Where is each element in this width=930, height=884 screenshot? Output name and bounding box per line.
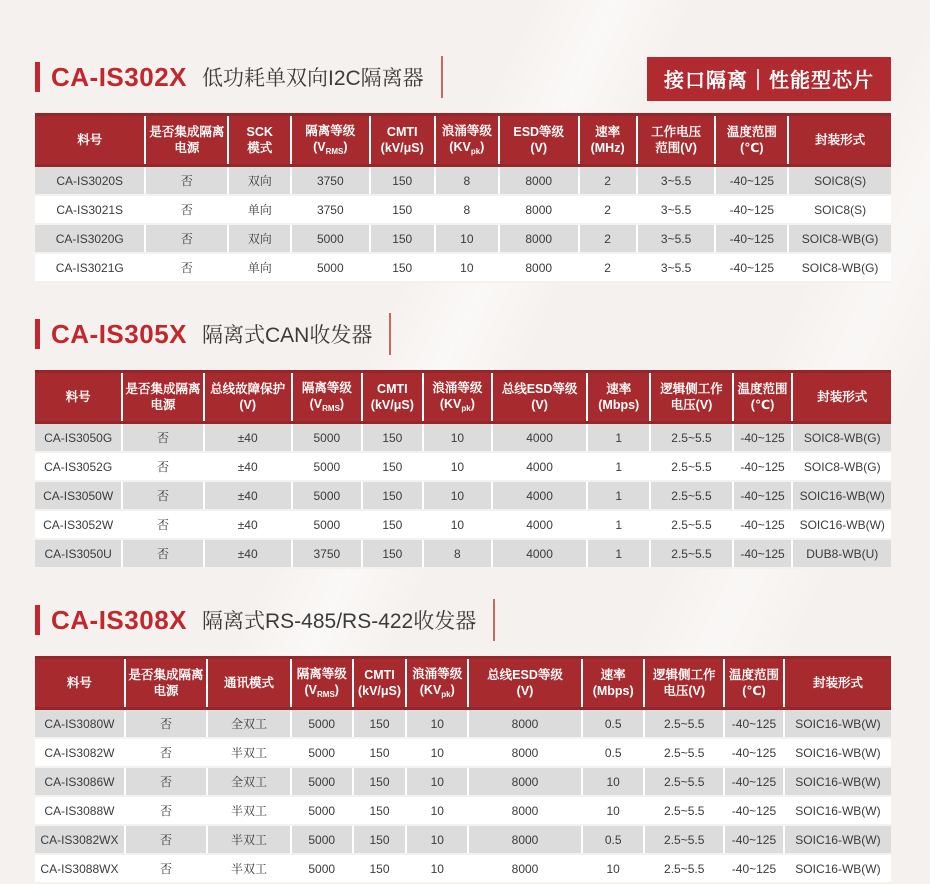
table-cell: -40~125 (715, 166, 788, 196)
section-divider (389, 313, 391, 355)
table-cell: 150 (370, 166, 435, 196)
table-cell: 2 (579, 253, 637, 282)
table-cell: 10 (406, 825, 468, 854)
table-cell: 10 (423, 452, 492, 481)
column-header: 是否集成隔离 电源 (122, 372, 203, 423)
column-header: 浪涌等级 $(KV_{pk})$ (423, 372, 492, 423)
table-cell: 8000 (468, 796, 582, 825)
column-header: 速率 (Mbps) (587, 372, 650, 423)
section-header (35, 312, 891, 356)
table-cell: 单向 (228, 195, 290, 224)
table-cell: 否 (125, 854, 207, 883)
table-cell: DUB8-WB(U) (792, 539, 891, 568)
table-cell: 8 (435, 166, 499, 196)
table-cell: 10 (423, 510, 492, 539)
table-cell: 5000 (291, 767, 353, 796)
table-cell: -40~125 (724, 825, 784, 854)
table-cell: 单向 (228, 253, 290, 282)
table-cell: SOIC8-WB(G) (788, 253, 891, 282)
table-cell: 8000 (468, 709, 582, 739)
table-cell: 10 (582, 796, 644, 825)
table-cell: 1 (587, 510, 650, 539)
table-cell: 2.5~5.5 (650, 539, 732, 568)
table-cell: 2.5~5.5 (650, 452, 732, 481)
table-cell: 4000 (492, 510, 587, 539)
table-cell: -40~125 (733, 423, 793, 453)
section-header (35, 598, 891, 642)
table-header-row (35, 372, 891, 423)
spec-table-305x (35, 370, 891, 569)
column-header: 逻辑侧工作 电压(V) (644, 658, 724, 709)
table-cell: 否 (125, 738, 207, 767)
table-cell: 150 (370, 224, 435, 253)
table-cell: 全双工 (207, 709, 291, 739)
table-cell: 否 (122, 423, 203, 453)
column-header: 是否集成隔离 电源 (145, 115, 228, 166)
table-cell: 10 (406, 854, 468, 883)
table-cell: ±40 (204, 481, 292, 510)
spec-table-302x (35, 113, 891, 283)
table-row (35, 166, 891, 196)
column-header: 工作电压 范围(V) (637, 115, 716, 166)
table-cell: 2.5~5.5 (644, 767, 724, 796)
table-cell: 10 (406, 796, 468, 825)
section-code: CA-IS305X (51, 318, 187, 349)
table-cell: 否 (145, 166, 228, 196)
table-cell: CA-IS3052G (35, 452, 122, 481)
table-cell: 150 (362, 539, 423, 568)
table-cell: 150 (362, 481, 423, 510)
section-code: CA-IS308X (51, 604, 187, 635)
table-row (35, 423, 891, 453)
table-cell: 否 (122, 481, 203, 510)
table-cell: SOIC16-WB(W) (784, 767, 891, 796)
table-cell: SOIC8(S) (788, 195, 891, 224)
table-cell: 10 (406, 709, 468, 739)
column-header: 是否集成隔离 电源 (125, 658, 207, 709)
table-cell: 8 (435, 195, 499, 224)
table-cell: 否 (125, 709, 207, 739)
table-cell: 5000 (292, 452, 362, 481)
table-cell: 1 (587, 539, 650, 568)
table-cell: 3750 (291, 195, 370, 224)
table-cell: 150 (362, 423, 423, 453)
table-cell: 半双工 (207, 796, 291, 825)
table-cell: 4000 (492, 423, 587, 453)
table-cell: 8 (423, 539, 492, 568)
column-header: 封装形式 (788, 115, 891, 166)
table-cell: CA-IS3020G (35, 224, 145, 253)
table-cell: 8000 (499, 166, 579, 196)
table-cell: CA-IS3021G (35, 253, 145, 282)
column-header: 温度范围 (℃) (715, 115, 788, 166)
table-cell: 2.5~5.5 (650, 423, 732, 453)
table-cell: 0.5 (582, 709, 644, 739)
table-cell: SOIC16-WB(W) (784, 738, 891, 767)
table-cell: -40~125 (733, 481, 793, 510)
table-cell: 双向 (228, 224, 290, 253)
table-cell: 1 (587, 423, 650, 453)
table-cell: 4000 (492, 481, 587, 510)
table-cell: CA-IS3020S (35, 166, 145, 196)
table-cell: 否 (122, 539, 203, 568)
table-cell: 半双工 (207, 738, 291, 767)
table-cell: 8000 (468, 738, 582, 767)
table-cell: 双向 (228, 166, 290, 196)
table-cell: CA-IS3082W (35, 738, 125, 767)
table-row (35, 539, 891, 568)
column-header: CMTI (kV/μS) (353, 658, 407, 709)
table-cell: 10 (582, 854, 644, 883)
table-cell: -40~125 (724, 709, 784, 739)
section-code: CA-IS302X (51, 61, 187, 92)
table-cell: 否 (145, 195, 228, 224)
table-cell: SOIC8-WB(G) (788, 224, 891, 253)
table-cell: SOIC16-WB(W) (784, 825, 891, 854)
table-cell: 0.5 (582, 738, 644, 767)
spec-table-302x-wrap (35, 113, 891, 283)
table-cell: 150 (353, 709, 407, 739)
section-subtitle: 隔离式RS-485/RS-422收发器 (202, 610, 477, 633)
table-cell: CA-IS3082WX (35, 825, 125, 854)
table-cell: CA-IS3050G (35, 423, 122, 453)
table-cell: 150 (353, 854, 407, 883)
spec-table-308x-wrap (35, 656, 891, 884)
table-cell: 10 (406, 738, 468, 767)
column-header: 逻辑侧工作 电压(V) (650, 372, 732, 423)
section-marker-bar (35, 319, 40, 349)
table-cell: CA-IS3050W (35, 481, 122, 510)
table-row (35, 767, 891, 796)
column-header: SCK 模式 (228, 115, 290, 166)
table-cell: 半双工 (207, 854, 291, 883)
table-cell: 3~5.5 (637, 166, 716, 196)
table-cell: 2.5~5.5 (644, 854, 724, 883)
table-cell: 5000 (292, 510, 362, 539)
table-row (35, 195, 891, 224)
table-row (35, 796, 891, 825)
section-header (35, 55, 891, 99)
table-cell: 150 (362, 510, 423, 539)
table-row (35, 709, 891, 739)
table-cell: ±40 (204, 539, 292, 568)
table-cell: 0.5 (582, 825, 644, 854)
column-header: 温度范围 (℃) (724, 658, 784, 709)
table-cell: 4000 (492, 452, 587, 481)
table-cell: 8000 (499, 224, 579, 253)
table-cell: SOIC16-WB(W) (792, 510, 891, 539)
table-cell: 150 (370, 195, 435, 224)
table-cell: 1 (587, 481, 650, 510)
table-row (35, 481, 891, 510)
table-cell: -40~125 (715, 224, 788, 253)
table-cell: 10 (435, 224, 499, 253)
column-header: 浪涌等级 $(KV_{pk})$ (435, 115, 499, 166)
table-cell: 否 (145, 224, 228, 253)
table-cell: 10 (435, 253, 499, 282)
table-cell: 5000 (291, 825, 353, 854)
table-cell: 2 (579, 166, 637, 196)
table-cell: CA-IS3021S (35, 195, 145, 224)
table-cell: 半双工 (207, 825, 291, 854)
table-row (35, 452, 891, 481)
table-cell: 否 (122, 452, 203, 481)
table-row (35, 224, 891, 253)
column-header: 总线ESD等级 (V) (492, 372, 587, 423)
section-ca-is308x (35, 598, 891, 884)
column-header: 温度范围 (℃) (733, 372, 793, 423)
table-cell: -40~125 (724, 854, 784, 883)
table-header-row (35, 115, 891, 166)
table-cell: 否 (125, 796, 207, 825)
column-header: ESD等级 (V) (499, 115, 579, 166)
table-cell: 8000 (468, 767, 582, 796)
table-row (35, 253, 891, 282)
table-cell: 5000 (291, 738, 353, 767)
table-cell: CA-IS3080W (35, 709, 125, 739)
table-cell: 10 (406, 767, 468, 796)
table-cell: 10 (423, 423, 492, 453)
table-cell: 否 (125, 825, 207, 854)
section-ca-is305x (35, 312, 891, 569)
column-header: 浪涌等级 $(KV_{pk})$ (406, 658, 468, 709)
table-row (35, 854, 891, 883)
table-cell: -40~125 (733, 510, 793, 539)
table-cell: 5000 (292, 481, 362, 510)
column-header: 料号 (35, 372, 122, 423)
table-cell: SOIC16-WB(W) (792, 481, 891, 510)
table-cell: 2.5~5.5 (644, 825, 724, 854)
column-header: 速率 (Mbps) (582, 658, 644, 709)
column-header: 速率 (MHz) (579, 115, 637, 166)
table-cell: 150 (353, 825, 407, 854)
datasheet-page (35, 0, 891, 884)
category-badge: 接口隔离｜性能型芯片 (647, 57, 891, 101)
table-cell: 3750 (291, 166, 370, 196)
table-header-row (35, 658, 891, 709)
spec-table-308x (35, 656, 891, 884)
table-cell: 8000 (468, 854, 582, 883)
table-cell: 10 (582, 767, 644, 796)
column-header: 总线ESD等级 (V) (468, 658, 582, 709)
table-row (35, 510, 891, 539)
column-header: CMTI (kV/μS) (370, 115, 435, 166)
section-divider (493, 599, 495, 641)
table-cell: CA-IS3088W (35, 796, 125, 825)
table-cell: 8000 (499, 195, 579, 224)
table-row (35, 825, 891, 854)
table-cell: 5000 (291, 224, 370, 253)
table-cell: -40~125 (715, 253, 788, 282)
column-header: 通讯模式 (207, 658, 291, 709)
table-cell: 3750 (292, 539, 362, 568)
table-cell: -40~125 (724, 796, 784, 825)
table-cell: CA-IS3086W (35, 767, 125, 796)
table-cell: 150 (353, 738, 407, 767)
column-header: 封装形式 (784, 658, 891, 709)
table-cell: 5000 (291, 709, 353, 739)
table-cell: 3~5.5 (637, 195, 716, 224)
table-cell: SOIC16-WB(W) (784, 854, 891, 883)
table-cell: 5000 (291, 253, 370, 282)
table-cell: 2.5~5.5 (644, 796, 724, 825)
table-cell: -40~125 (724, 767, 784, 796)
table-cell: 150 (362, 452, 423, 481)
table-cell: 否 (122, 510, 203, 539)
table-cell: 3~5.5 (637, 224, 716, 253)
column-header: 料号 (35, 658, 125, 709)
table-cell: 全双工 (207, 767, 291, 796)
table-cell: 1 (587, 452, 650, 481)
table-cell: 150 (370, 253, 435, 282)
table-cell: ±40 (204, 452, 292, 481)
table-cell: 5000 (291, 854, 353, 883)
table-cell: 2.5~5.5 (644, 738, 724, 767)
column-header: 隔离等级 $(V_{RMS})$ (291, 115, 370, 166)
section-ca-is302x (35, 55, 891, 283)
section-marker-bar (35, 62, 40, 92)
table-cell: 150 (353, 767, 407, 796)
column-header: 隔离等级 $(V_{RMS})$ (291, 658, 353, 709)
table-cell: SOIC16-WB(W) (784, 709, 891, 739)
table-cell: SOIC8-WB(G) (792, 423, 891, 453)
table-cell: 5000 (291, 796, 353, 825)
column-header: 料号 (35, 115, 145, 166)
section-divider (441, 56, 443, 98)
table-cell: 150 (353, 796, 407, 825)
table-cell: SOIC16-WB(W) (784, 796, 891, 825)
table-cell: 2.5~5.5 (650, 481, 732, 510)
column-header: 总线故障保护 (V) (204, 372, 292, 423)
column-header: 封装形式 (792, 372, 891, 423)
table-cell: 5000 (292, 423, 362, 453)
table-cell: 否 (145, 253, 228, 282)
table-cell: 2 (579, 224, 637, 253)
table-cell: SOIC8-WB(G) (792, 452, 891, 481)
column-header: 隔离等级 $(V_{RMS})$ (292, 372, 362, 423)
table-cell: 10 (423, 481, 492, 510)
table-cell: -40~125 (724, 738, 784, 767)
table-cell: CA-IS3088WX (35, 854, 125, 883)
table-cell: -40~125 (733, 452, 793, 481)
column-header: CMTI (kV/μS) (362, 372, 423, 423)
table-row (35, 738, 891, 767)
table-cell: 2.5~5.5 (650, 510, 732, 539)
section-subtitle: 低功耗单双向I2C隔离器 (202, 67, 424, 90)
table-cell: SOIC8(S) (788, 166, 891, 196)
table-cell: 否 (125, 767, 207, 796)
spec-table-305x-wrap (35, 370, 891, 569)
table-cell: 4000 (492, 539, 587, 568)
table-cell: 8000 (499, 253, 579, 282)
table-cell: 2.5~5.5 (644, 709, 724, 739)
table-cell: ±40 (204, 510, 292, 539)
table-cell: CA-IS3050U (35, 539, 122, 568)
table-cell: -40~125 (733, 539, 793, 568)
table-cell: -40~125 (715, 195, 788, 224)
table-cell: 8000 (468, 825, 582, 854)
table-cell: ±40 (204, 423, 292, 453)
table-cell: CA-IS3052W (35, 510, 122, 539)
table-cell: 3~5.5 (637, 253, 716, 282)
section-subtitle: 隔离式CAN收发器 (202, 324, 373, 347)
section-marker-bar (35, 605, 40, 635)
table-cell: 2 (579, 195, 637, 224)
